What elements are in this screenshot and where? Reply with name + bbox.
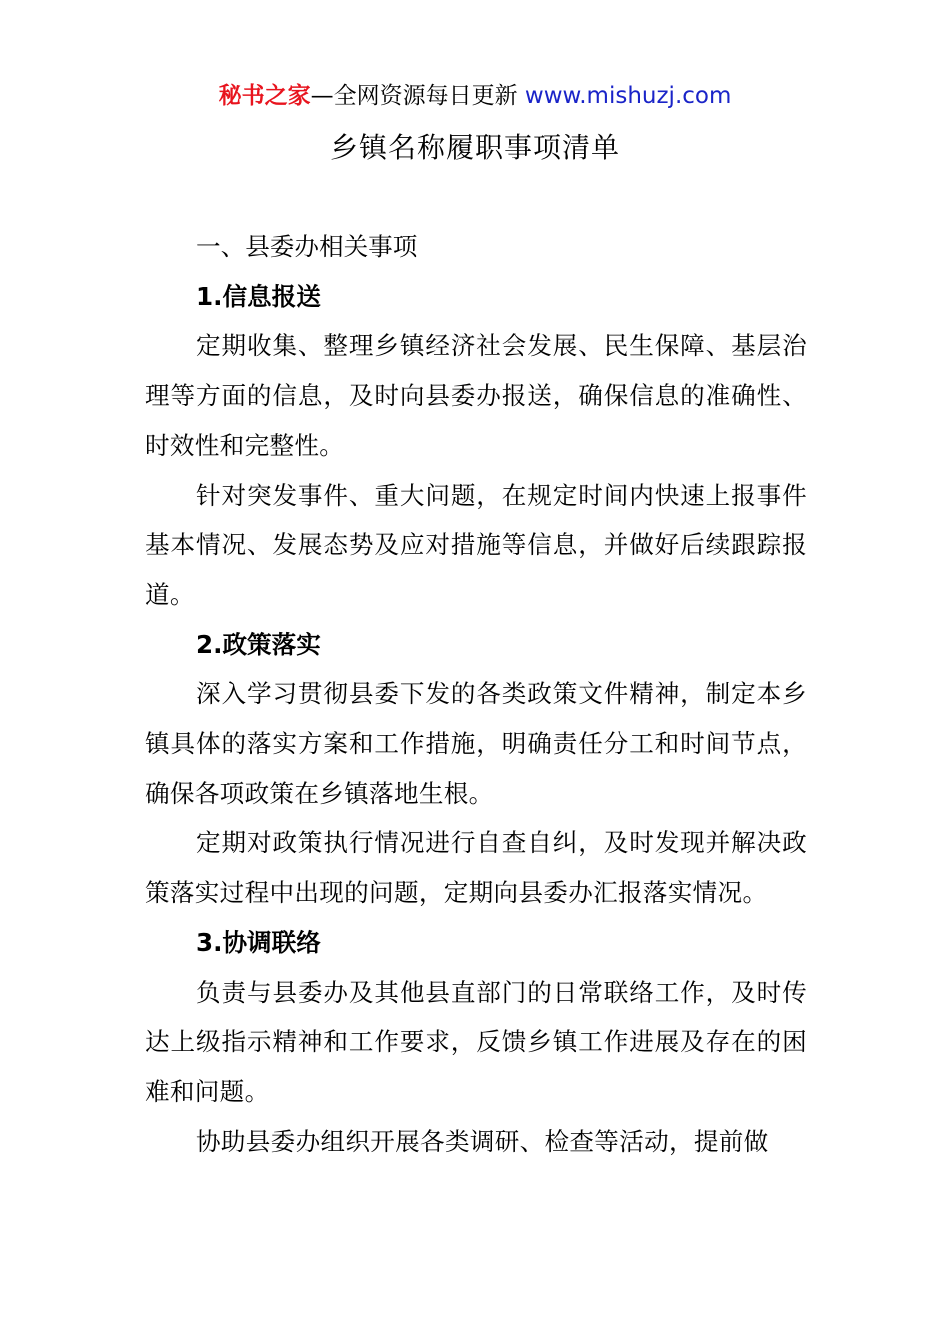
brand-name: 秘书之家 xyxy=(218,83,311,109)
item-heading-1: 1.信息报送 xyxy=(196,281,321,311)
paragraph: 定期收集、整理乡镇经济社会发展、民生保障、基层治理等方面的信息，及时向县委办报送，确保信息的准确性、时效性和完整性。 xyxy=(145,331,807,460)
paragraph: 协助县委办组织开展各类调研、检查等活动，提前做 xyxy=(196,1126,769,1156)
header-tagline: —全网资源每日更新 xyxy=(310,83,518,109)
item-heading-3: 3.协调联络 xyxy=(196,927,321,957)
paragraph: 定期对政策执行情况进行自查自纠，及时发现并解决政策落实过程中出现的问题，定期向县委办汇报落实情况。 xyxy=(145,828,807,908)
paragraph: 深入学习贯彻县委下发的各类政策文件精神，制定本乡镇具体的落实方案和工作措施，明确责任分工和时间节点，确保各项政策在乡镇落地生根。 xyxy=(145,679,807,808)
paragraph: 负责与县委办及其他县直部门的日常联络工作，及时传达上级指示精神和工作要求，反馈乡镇工作进展及存在的困难和问题。 xyxy=(145,977,807,1106)
site-header xyxy=(0,80,950,112)
paragraph: 针对突发事件、重大问题，在规定时间内快速上报事件基本情况、发展态势及应对措施等信息，并做好后续跟踪报道。 xyxy=(145,480,807,609)
document-title: 乡镇名称履职事项清单 xyxy=(329,131,620,164)
item-heading-2: 2.政策落实 xyxy=(196,629,321,659)
document-body xyxy=(145,222,807,1166)
section-heading: 一、县委办相关事项 xyxy=(196,232,418,261)
site-url-link[interactable]: www.mishuzj.com xyxy=(524,83,732,109)
